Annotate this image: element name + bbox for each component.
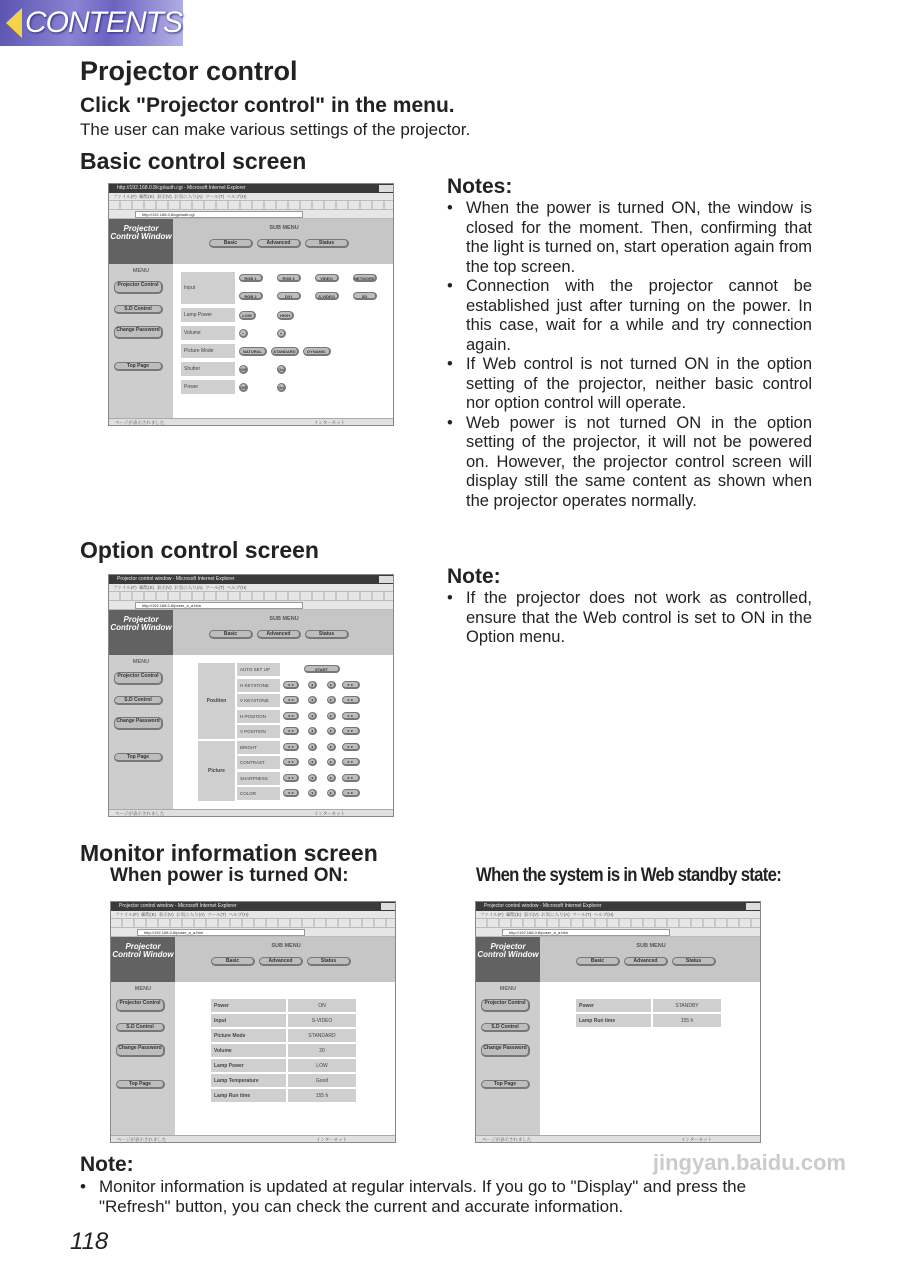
menu-button-3[interactable]: Top Page <box>114 753 163 762</box>
monitor-standby-heading: When the system is in Web standby state: <box>476 865 782 886</box>
info-label: Lamp Run time <box>576 1014 651 1027</box>
info-value: STANDBY <box>653 999 721 1012</box>
submenu-button-1[interactable]: Advanced <box>257 239 301 248</box>
info-label: Lamp Temperature <box>211 1074 286 1087</box>
menu-button-2[interactable]: Change Password <box>116 1044 165 1057</box>
contents-button[interactable] <box>0 0 183 46</box>
menu-button-1[interactable]: S.D Control <box>114 696 163 705</box>
logo-box: Projector Control Window <box>111 937 175 982</box>
item-label: V KEYSTONE <box>237 694 280 707</box>
notes-list <box>80 1177 815 1216</box>
menu-button-0[interactable]: Projector Control <box>116 999 165 1012</box>
info-label: Lamp Power <box>211 1059 286 1072</box>
address-input[interactable]: http://192.168.0.8/poser_a_a.htm <box>502 929 670 936</box>
item-label: H POSITION <box>237 710 280 723</box>
input-button[interactable]: NETWORK <box>353 274 377 282</box>
toolbar[interactable] <box>109 201 394 210</box>
adjust-arrow-button[interactable]: ◄ <box>308 681 317 689</box>
description: The user can make various settings of the projector. <box>80 120 471 139</box>
submenu-label: SUB MENU <box>269 616 299 622</box>
group-label: Position <box>198 663 235 739</box>
note-item: • When the power is turned ON, the window is closed for the moment. Then, confirming that the light is turned on, start operation again from the top screen. <box>447 199 812 277</box>
adjust-arrow-button[interactable]: ►► <box>342 727 360 735</box>
shutter-button[interactable]: Off <box>239 365 248 374</box>
adjust-arrow-button[interactable]: ◄ <box>308 712 317 720</box>
window-title-bar[interactable]: Projector control window - Microsoft Internet Explorer <box>111 902 396 911</box>
shutter-button[interactable]: On <box>277 365 286 374</box>
notes-option <box>447 565 812 648</box>
adjust-arrow-button[interactable]: ◄◄ <box>283 696 299 704</box>
submenu-button-1[interactable]: Advanced <box>259 957 303 966</box>
menu-button-3[interactable]: Top Page <box>116 1080 165 1089</box>
input-button[interactable]: RGB 3 <box>277 274 301 282</box>
adjust-arrow-button[interactable]: ◄◄ <box>283 789 299 797</box>
adjust-arrow-button[interactable]: ► <box>327 681 336 689</box>
menu-bar[interactable]: ファイル(F) 編集(E) 表示(V) お気に入り(A) ツール(T) ヘルプ(H) <box>111 911 396 919</box>
status-zone: インターネット <box>314 420 346 425</box>
submenu-button-0[interactable]: Basic <box>209 630 253 639</box>
adjust-arrow-button[interactable]: ◄ <box>308 743 317 751</box>
adjust-arrow-button[interactable]: ◄◄ <box>283 681 299 689</box>
status-bar: ページが表示されました <box>109 418 394 426</box>
menu-button-0[interactable]: Projector Control <box>114 281 163 294</box>
note-heading: Note: <box>80 1153 134 1176</box>
adjust-arrow-button[interactable]: ► <box>327 774 336 782</box>
adjust-arrow-button[interactable]: ◄◄ <box>283 743 299 751</box>
input-button[interactable]: DVI <box>277 292 301 300</box>
submenu-button-0[interactable]: Basic <box>576 957 620 966</box>
notes-basic <box>447 175 812 511</box>
lamp-power-button[interactable]: HIGH <box>277 311 294 320</box>
note-item: • Web power is not turned ON in the option setting of the projector, it will not be powered on. However, the projector control screen will display still the same content as shown when the projector operates normally. <box>447 414 812 512</box>
submenu-button-0[interactable]: Basic <box>211 957 255 966</box>
info-value: ON <box>288 999 356 1012</box>
toolbar[interactable] <box>111 919 396 928</box>
window-controls[interactable] <box>746 903 760 910</box>
back-arrow-icon <box>6 8 22 38</box>
input-button[interactable]: RGB 2 <box>239 292 263 300</box>
option-control-screenshot <box>108 574 394 817</box>
info-label: Picture Mode <box>211 1029 286 1042</box>
monitor-on-screenshot <box>110 901 396 1143</box>
adjust-arrow-button[interactable]: ◄◄ <box>283 774 299 782</box>
info-label: Volume <box>211 1044 286 1057</box>
menu-label: MENU <box>132 268 150 274</box>
adjust-arrow-button[interactable]: ►► <box>342 712 360 720</box>
address-input[interactable]: http://192.168.0.8/poser_a_a.htm <box>135 602 303 609</box>
item-label: V POSITION <box>237 725 280 738</box>
info-value: S-VIDEO <box>288 1014 356 1027</box>
input-button[interactable]: SD <box>353 292 377 300</box>
row-label: Lamp Power <box>181 308 235 322</box>
adjust-arrow-button[interactable]: ► <box>327 696 336 704</box>
adjust-arrow-button[interactable]: ►► <box>342 789 360 797</box>
address-input[interactable]: http://192.168.0.8/poser_a_a.htm <box>137 929 305 936</box>
submenu-button-2[interactable]: Status <box>305 239 349 248</box>
monitor-standby-screenshot <box>475 901 761 1143</box>
row-label: Shutter <box>181 362 235 376</box>
contents-label: CONTENTS <box>25 6 182 39</box>
adjust-arrow-button[interactable]: ◄ <box>308 727 317 735</box>
adjust-arrow-button[interactable]: ► <box>327 789 336 797</box>
menu-bar[interactable]: ファイル(F) 編集(E) 表示(V) お気に入り(A) ツール(T) ヘルプ(H) <box>476 911 761 919</box>
note-item: • If the projector does not work as controlled, ensure that the Web control is set to ON in the Option menu. <box>447 589 812 648</box>
page-number: 118 <box>70 1228 109 1255</box>
adjust-arrow-button[interactable]: ◄ <box>308 696 317 704</box>
submenu-button-1[interactable]: Advanced <box>624 957 668 966</box>
notes-list <box>447 199 812 511</box>
picture-mode-button[interactable]: DYNAMIC <box>303 347 331 356</box>
info-value: 155 h <box>288 1089 356 1102</box>
window-title-bar[interactable]: Projector control window - Microsoft Internet Explorer <box>109 575 394 584</box>
status-bar: ページが表示されました <box>109 809 394 817</box>
note-item: • Connection with the projector cannot be established just after turning on the power. In this case, wait for a while and try connection again. <box>447 277 812 355</box>
menu-button-1[interactable]: S.D Control <box>116 1023 165 1032</box>
adjust-arrow-button[interactable]: ◄ <box>308 789 317 797</box>
adjust-arrow-button[interactable]: ◄ <box>308 758 317 766</box>
info-label: Lamp Run time <box>211 1089 286 1102</box>
volume-button[interactable]: − <box>239 329 248 338</box>
group-label: Picture <box>198 741 235 801</box>
window-controls[interactable] <box>379 185 393 192</box>
adjust-arrow-button[interactable]: ►► <box>342 696 360 704</box>
toolbar[interactable] <box>476 919 761 928</box>
logo-box: Projector Control Window <box>109 610 173 655</box>
menu-label: MENU <box>134 986 152 992</box>
submenu-label: SUB MENU <box>636 943 666 949</box>
window-title-bar[interactable]: http://192.168.0.8/cgi/auth.cgi - Microsoft Internet Explorer <box>109 184 394 193</box>
menu-label: MENU <box>132 659 150 665</box>
adjust-arrow-button[interactable]: ►► <box>342 743 360 751</box>
menu-label: MENU <box>499 986 517 992</box>
window-controls[interactable] <box>381 903 395 910</box>
section-basic-heading: Basic control screen <box>80 148 307 174</box>
adjust-arrow-button[interactable]: ► <box>327 727 336 735</box>
submenu-label: SUB MENU <box>269 225 299 231</box>
info-value: LOW <box>288 1059 356 1072</box>
watermark: jingyan.baidu.com <box>652 1150 846 1175</box>
adjust-arrow-button[interactable]: ◄ <box>308 774 317 782</box>
submenu-button-1[interactable]: Advanced <box>257 630 301 639</box>
adjust-arrow-button[interactable]: ►► <box>342 774 360 782</box>
address-input[interactable]: http://192.168.0.8/cgi/auth.cgi <box>135 211 303 218</box>
power-button[interactable]: On <box>277 383 286 392</box>
note-item: • If Web control is not turned ON in the option setting of the projector, neither basic control nor option control will operate. <box>447 355 812 414</box>
info-label: Power <box>211 999 286 1012</box>
menu-button-3[interactable]: Top Page <box>481 1080 530 1089</box>
menu-button-0[interactable]: Projector Control <box>114 672 163 685</box>
picture-mode-button[interactable]: NATURAL <box>239 347 267 356</box>
menu-button-2[interactable]: Change Password <box>481 1044 530 1057</box>
window-title-bar[interactable]: Projector control window - Microsoft Internet Explorer <box>476 902 761 911</box>
info-label: Power <box>576 999 651 1012</box>
status-zone: インターネット <box>316 1137 348 1142</box>
logo-box: Projector Control Window <box>109 219 173 264</box>
menu-bar[interactable]: ファイル(F) 編集(E) 表示(V) お気に入り(A) ツール(T) ヘルプ(H) <box>109 193 394 201</box>
section-monitor-heading: Monitor information screen <box>80 840 378 866</box>
lamp-power-button[interactable]: LOW <box>239 311 256 320</box>
picture-mode-button[interactable]: STANDARD <box>271 347 299 356</box>
info-label: Input <box>211 1014 286 1027</box>
menu-button-1[interactable]: S.D Control <box>114 305 163 314</box>
item-label: SHARPNESS <box>237 772 280 785</box>
window-controls[interactable] <box>379 576 393 583</box>
note-item: • Monitor information is updated at regular intervals. If you go to "Display" and press the "Refresh" button, you can check the current and accurate information. <box>80 1177 815 1216</box>
notes-list <box>447 589 812 648</box>
submenu-button-2[interactable]: Status <box>307 957 351 966</box>
note-heading: Note: <box>447 565 501 588</box>
menu-bar[interactable]: ファイル(F) 編集(E) 表示(V) お気に入り(A) ツール(T) ヘルプ(H) <box>109 584 394 592</box>
submenu-button-2[interactable]: Status <box>305 630 349 639</box>
adjust-arrow-button[interactable]: ► <box>327 758 336 766</box>
adjust-arrow-button[interactable]: ◄◄ <box>283 727 299 735</box>
info-value: STANDARD <box>288 1029 356 1042</box>
adjust-arrow-button[interactable]: ► <box>327 712 336 720</box>
info-value: 155 h <box>653 1014 721 1027</box>
info-value: 20 <box>288 1044 356 1057</box>
status-zone: インターネット <box>314 811 346 816</box>
row-label: Volume <box>181 326 235 340</box>
menu-button-3[interactable]: Top Page <box>114 362 163 371</box>
status-bar: ページが表示されました <box>111 1135 396 1143</box>
item-label: BRIGHT <box>237 741 280 754</box>
adjust-arrow-button[interactable]: ►► <box>342 758 360 766</box>
toolbar[interactable] <box>109 592 394 601</box>
volume-button[interactable]: + <box>277 329 286 338</box>
basic-control-screenshot <box>108 183 394 426</box>
start-button[interactable]: START <box>304 665 340 673</box>
adjust-arrow-button[interactable]: ◄◄ <box>283 758 299 766</box>
input-button[interactable]: RGB 1 <box>239 274 263 282</box>
instruction: Click "Projector control" in the menu. <box>80 94 455 117</box>
status-zone: インターネット <box>681 1137 713 1142</box>
input-button[interactable]: VIDEO <box>315 274 339 282</box>
item-label: AUTO SET UP <box>237 663 280 676</box>
page-title: Projector control <box>80 56 298 86</box>
adjust-arrow-button[interactable]: ► <box>327 743 336 751</box>
notes-heading: Notes: <box>447 175 513 198</box>
row-label: Input <box>181 272 235 304</box>
submenu-button-2[interactable]: Status <box>672 957 716 966</box>
row-label: Picture Mode <box>181 344 235 358</box>
monitor-on-heading: When power is turned ON: <box>110 865 349 886</box>
logo-box: Projector Control Window <box>476 937 540 982</box>
menu-button-1[interactable]: S.D Control <box>481 1023 530 1032</box>
power-button[interactable]: Off <box>239 383 248 392</box>
submenu-button-0[interactable]: Basic <box>209 239 253 248</box>
adjust-arrow-button[interactable]: ►► <box>342 681 360 689</box>
item-label: COLOR <box>237 787 280 800</box>
item-label: CONTRAST <box>237 756 280 769</box>
status-bar: ページが表示されました <box>476 1135 761 1143</box>
item-label: H KEYSTONE <box>237 679 280 692</box>
info-value: Good <box>288 1074 356 1087</box>
section-option-heading: Option control screen <box>80 537 319 563</box>
adjust-arrow-button[interactable]: ◄◄ <box>283 712 299 720</box>
menu-button-2[interactable]: Change Password <box>114 326 163 339</box>
menu-button-0[interactable]: Projector Control <box>481 999 530 1012</box>
row-label: Power <box>181 380 235 394</box>
submenu-label: SUB MENU <box>271 943 301 949</box>
menu-button-2[interactable]: Change Password <box>114 717 163 730</box>
input-button[interactable]: S-VIDEO <box>315 292 339 300</box>
